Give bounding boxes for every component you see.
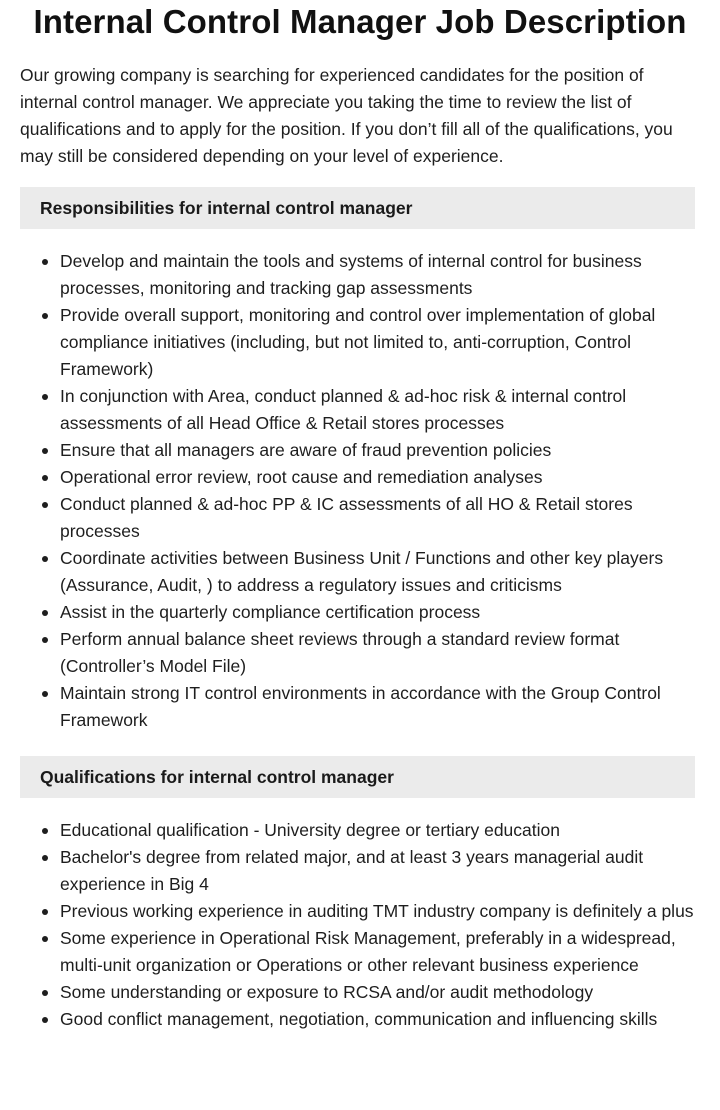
bullet-icon	[42, 828, 48, 834]
list-item-text: Provide overall support, monitoring and control over implementation of global compliance initiatives (including, but not limited to, anti-corruption, Control Framework)	[60, 305, 656, 379]
list-item	[0, 248, 720, 302]
list-item-text: Previous working experience in auditing TMT industry company is definitely a plus	[60, 901, 694, 921]
list-item	[0, 1006, 720, 1033]
list-item	[0, 925, 720, 979]
responsibilities-header: Responsibilities for internal control manager	[20, 187, 695, 229]
list-item-text: Ensure that all managers are aware of fraud prevention policies	[60, 440, 552, 460]
list-item	[0, 898, 720, 925]
bullet-icon	[42, 313, 48, 319]
bullet-icon	[42, 556, 48, 562]
list-item	[0, 817, 720, 844]
list-item-text: Conduct planned & ad-hoc PP & IC assessments of all HO & Retail stores processes	[60, 494, 633, 541]
list-item-text: Maintain strong IT control environments in accordance with the Group Control Framework	[60, 683, 661, 730]
bullet-icon	[42, 259, 48, 265]
bullet-icon	[42, 909, 48, 915]
list-item	[0, 464, 720, 491]
list-item	[0, 680, 720, 734]
bullet-icon	[42, 691, 48, 697]
bullet-icon	[42, 1017, 48, 1023]
list-item	[0, 437, 720, 464]
list-item	[0, 491, 720, 545]
qualifications-header: Qualifications for internal control manager	[20, 756, 695, 798]
list-item	[0, 383, 720, 437]
list-item-text: Some experience in Operational Risk Management, preferably in a widespread, multi-unit organization or Operations or other relevant business experience	[60, 928, 676, 975]
bullet-icon	[42, 610, 48, 616]
list-item-text: Bachelor's degree from related major, and at least 3 years managerial audit experience in Big 4	[60, 847, 644, 894]
list-item-text: Coordinate activities between Business Unit / Functions and other key players (Assurance, Audit, ) to address a regulatory issues and criticisms	[60, 548, 664, 595]
list-item	[0, 545, 720, 599]
section-spacer	[0, 734, 720, 739]
list-item-text: In conjunction with Area, conduct planned & ad-hoc risk & internal control assessments of all Head Office & Retail stores processes	[60, 386, 627, 433]
bullet-icon	[42, 637, 48, 643]
list-item-text: Operational error review, root cause and remediation analyses	[60, 467, 543, 487]
list-item	[0, 844, 720, 898]
page-title: Internal Control Manager Job Description	[33, 3, 687, 40]
bullet-icon	[42, 936, 48, 942]
bullet-icon	[42, 502, 48, 508]
list-item-text: Some understanding or exposure to RCSA and/or audit methodology	[60, 982, 594, 1002]
list-item	[0, 599, 720, 626]
list-item-text: Perform annual balance sheet reviews through a standard review format (Controller’s Model File)	[60, 629, 620, 676]
list-item-text: Assist in the quarterly compliance certification process	[60, 602, 481, 622]
bullet-icon	[42, 855, 48, 861]
list-item	[0, 626, 720, 680]
list-item-text: Develop and maintain the tools and systems of internal control for business processes, monitoring and tracking gap assessments	[60, 251, 642, 298]
bullet-icon	[42, 394, 48, 400]
responsibilities-list	[0, 248, 720, 734]
list-item-text: Good conflict management, negotiation, communication and influencing skills	[60, 1009, 658, 1029]
bullet-icon	[42, 448, 48, 454]
list-item-text: Educational qualification - University degree or tertiary education	[60, 820, 560, 840]
list-item	[0, 979, 720, 1006]
list-item	[0, 302, 720, 383]
bullet-icon	[42, 990, 48, 996]
qualifications-list	[0, 817, 720, 1033]
bullet-icon	[42, 475, 48, 481]
intro-paragraph: Our growing company is searching for experienced candidates for the position of internal control manager. We appreciate you taking the time to review the list of qualifications and to apply for the position. If you don’t fill all of the qualifications, you may still be considered depending on your level of experience.	[20, 65, 673, 166]
